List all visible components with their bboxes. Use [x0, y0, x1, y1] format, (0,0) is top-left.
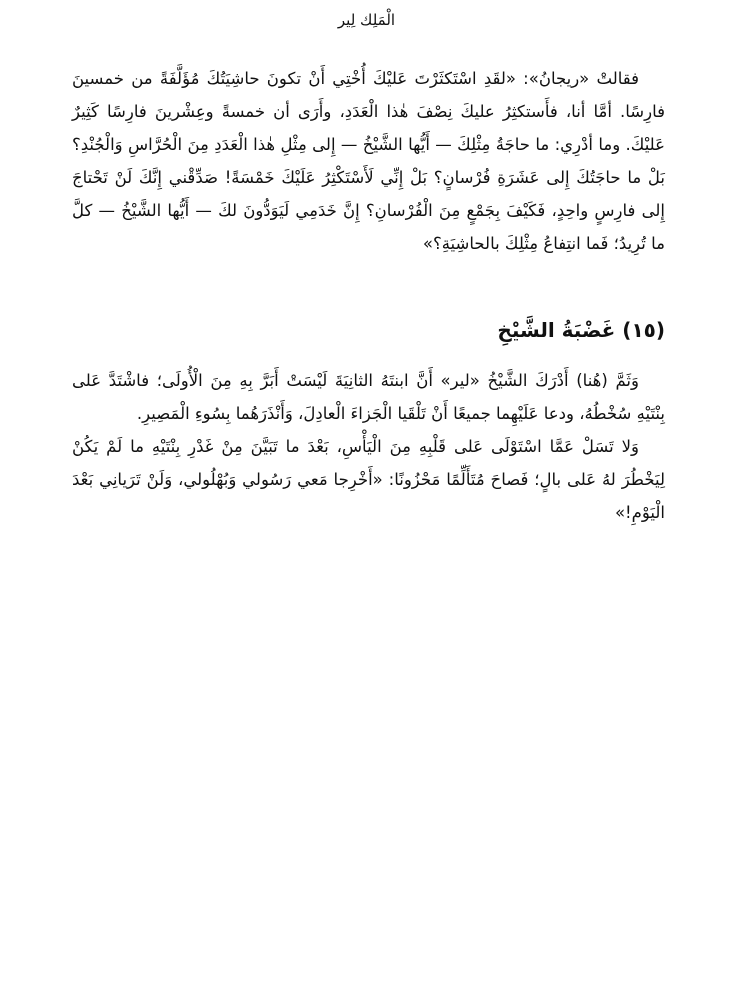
- paragraph-lear-anger: وَثَمَّ (هُنا) أَدْرَكَ الشَّيْخُ «لير» أَنَّ ابنتَهُ الثانِيَةَ لَيْسَتْ أَبَرَّ بِهِ مِنَ الْأُولَى؛ فاشْتَدَّ عَلى بِنْتَيْهِ سُخْطُهُ، ودعا عَلَيْهِما جميعًا أَنْ تَلْقَيا الْجَزاءَ الْعادِلَ، وَأَنْذَرَهُما بِسُوءِ الْمَصِيرِ.: [72, 371, 665, 423]
- running-title: الْمَلِك لِير: [337, 11, 396, 29]
- paragraph-regan-speech: فقالتْ «ريجانُ»: «لقَدِ اسْتَكثَرْتَ عَليْكَ أُخْتِي أَنْ تكونَ حاشِيَتُكَ مُؤَلَّفَةً من خمسينَ فارِسًا. أمَّا أنا، فأَستكثِرُ عليكَ نِصْفَ هٰذا الْعَدَدِ، وأَرَى أن خمسةً وعِشْرينَ فارِسًا كَثِيرٌ عَليْكَ. وما أدْرِي: ما حاجَةُ مِثْلِكَ — أَيُّها الشَّيْخُ — إِلى مِثْلِ هٰذا الْعَدَدِ مِنَ الْحُرَّاسِ وَالْجُنْدِ؟ بَلْ ما حاجَتُكَ إِلى عَشَرَةِ فُرْسانٍ؟ بَلْ إِنِّي لَأَسْتَكْثِرُ عَلَيْكَ خَمْسَةً! صَدِّقْني إِنَّكَ لَنْ تَحْتاجَ إِلى فارِسٍ واحِدٍ، فَكَيْفَ بِجَمْعٍ مِنَ الْفُرْسانِ؟ إِنَّ خَدَمِي لَيَوَدُّونَ لكَ — أَيُّها الشَّيْخُ — كلَّ ما تُرِيدُ؛ فَما انتِفاعُ مِثْلِكَ بالحاشِيَةِ؟»: [72, 69, 665, 253]
- paragraph-lear-despair: وَلا تَسَلْ عَمَّا اسْتَوْلَى عَلى قَلْبِهِ مِنَ الْيَأْسِ، بَعْدَ ما تَبَيَّنَ مِنْ غَدْرِ بِنْتَيْهِ ما لَمْ يَكُنْ لِيَخْطُرَ لهُ عَلى بالٍ؛ فَصاحَ مُتَأَلِّمًا مَحْزُونًا: «أَخْرِجا مَعي رَسُولي وَبُهْلُولي، وَلَنْ تَرَيانِي بَعْدَ الْيَوْمِ!»: [72, 437, 665, 522]
- text-block-top: [72, 62, 665, 260]
- section-heading: (١٥) غَضْبَةُ الشَّيْخِ: [497, 318, 665, 342]
- text-block-bottom: [72, 364, 665, 529]
